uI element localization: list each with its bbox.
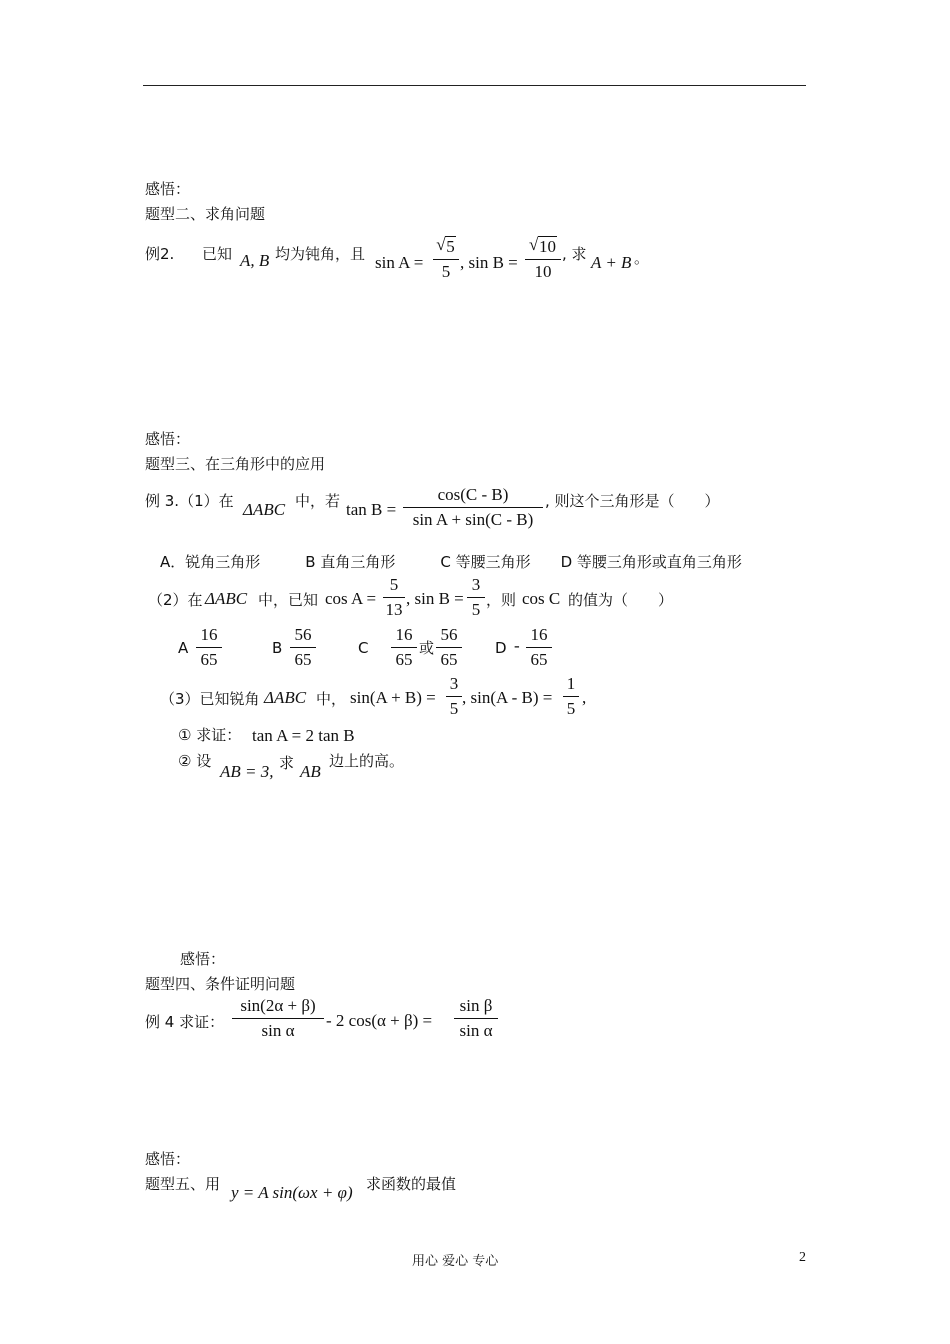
example-2-text: 均为钝角，且 xyxy=(275,245,366,263)
option-c-label: C xyxy=(358,639,369,657)
example-2-label: 例2. xyxy=(145,245,175,263)
example-3-part2-fraction-2 xyxy=(467,574,485,621)
frac-numerator: 16 xyxy=(200,625,218,644)
example-3-part2-text: 的值为（ ） xyxy=(568,591,674,609)
example-4-label: 例 4 求证： xyxy=(145,1013,225,1031)
section-title-5-formula: y = A sin(ωx + φ) xyxy=(231,1183,353,1202)
frac-denominator: 10 xyxy=(534,262,552,281)
example-3-part2-text: （2）在 xyxy=(148,591,203,609)
example-2-vars: A, B xyxy=(240,251,270,270)
frac-denominator: 65 xyxy=(395,650,413,669)
frac-denominator: 65 xyxy=(200,650,218,669)
example-3-part3-text: （3）已知锐角 xyxy=(160,690,260,708)
example-3-text: , 则这个三角形是（ ） xyxy=(545,492,720,510)
frac-denominator: sin A + sin(C - B) xyxy=(412,510,534,529)
frac-denominator: sin α xyxy=(459,1021,493,1040)
example-2-fraction-2: √ 10 10 xyxy=(525,236,561,283)
triangle-abc: ΔABC xyxy=(264,688,307,707)
cos-a: cos A = xyxy=(325,589,377,608)
example-3-part2-text: ，则 xyxy=(486,591,517,609)
option-d-fraction xyxy=(526,624,552,671)
gantu-label-3: 感悟： xyxy=(180,950,226,968)
option-a-fraction xyxy=(196,624,222,671)
example-4-middle: - 2 cos(α + β) = xyxy=(326,1011,433,1030)
example-4-fraction-2 xyxy=(454,995,498,1042)
gantu-label-1: 感悟： xyxy=(145,180,191,198)
section-title-3: 题型三、在三角形中的应用 xyxy=(145,455,326,473)
frac-denominator: 65 xyxy=(530,650,548,669)
header-rule xyxy=(143,85,806,86)
frac-denominator: sin α xyxy=(261,1021,295,1040)
gantu-label-2: 感悟： xyxy=(145,430,191,448)
example-4-fraction-1 xyxy=(232,995,324,1042)
frac-denominator: 65 xyxy=(294,650,312,669)
example-3-text: 中，若 xyxy=(295,492,341,510)
frac-denominator: 5 xyxy=(471,600,481,619)
question-2-text: 边上的高。 xyxy=(329,752,405,770)
example-2-target: A + B xyxy=(591,253,632,272)
cos-c: cos C xyxy=(522,589,561,608)
example-2-end: 。 xyxy=(634,249,650,267)
frac-numerator: 1 xyxy=(566,674,576,693)
gantu-label-4: 感悟： xyxy=(145,1150,191,1168)
example-2-fraction-1: √ 5 5 xyxy=(433,236,459,283)
option-b-fraction xyxy=(290,624,316,671)
question-2-formula: AB = 3, xyxy=(220,762,274,781)
example-3-part3-text: 中， xyxy=(316,690,347,708)
example-3-part3-fraction-2 xyxy=(563,673,579,720)
footer-motto: 用心 爱心 专心 xyxy=(412,1254,499,1269)
question-1-formula: tan A = 2 tan B xyxy=(252,726,355,745)
example-2-sinB: , sin B = xyxy=(460,253,518,272)
section-title-5-a: 题型五、用 xyxy=(145,1175,221,1193)
example-3-fraction xyxy=(403,484,543,531)
section-title-4: 题型四、条件证明问题 xyxy=(145,975,296,993)
triangle-abc: ΔABC xyxy=(243,500,286,519)
example-3-label: 例 3.（1）在 xyxy=(145,492,234,510)
example-3-tanB: tan B = xyxy=(346,500,397,519)
example-2-text: , 求 xyxy=(562,245,587,263)
example-3-part2-fraction-1 xyxy=(383,574,405,621)
option-a-label: A xyxy=(178,639,189,657)
frac-numerator: cos(C - B) xyxy=(437,485,509,504)
frac-numerator: sin β xyxy=(459,996,493,1015)
question-2-ab: AB xyxy=(300,762,321,781)
frac-denominator: 13 xyxy=(385,600,403,619)
page-number: 2 xyxy=(799,1250,806,1265)
frac-numerator: 10 xyxy=(539,237,556,256)
example-3-choices: A．锐角三角形 B 直角三角形 C 等腰三角形 D 等腰三角形或直角三角形 xyxy=(160,553,742,571)
frac-numerator: 3 xyxy=(449,674,459,693)
example-3-part3-fraction-1 xyxy=(446,673,462,720)
frac-numerator: 3 xyxy=(471,575,481,594)
frac-numerator: 16 xyxy=(530,625,548,644)
sin-b: , sin B = xyxy=(406,589,464,608)
section-title-2: 题型二、求角问题 xyxy=(145,205,266,223)
frac-numerator: 16 xyxy=(395,625,413,644)
option-d-label: D xyxy=(495,639,507,657)
question-2-text: 求 xyxy=(279,754,295,772)
question-2-label: ② 设 xyxy=(178,752,212,770)
frac-numerator: 56 xyxy=(440,625,458,644)
example-2-sinA: sin A = xyxy=(375,253,424,272)
triangle-abc: ΔABC xyxy=(205,589,248,608)
frac-denominator: 5 xyxy=(441,262,451,281)
frac-denominator: 65 xyxy=(440,650,458,669)
frac-numerator: sin(2α + β) xyxy=(240,996,316,1015)
frac-denominator: 5 xyxy=(449,699,459,718)
example-2-text: 已知 xyxy=(202,245,233,263)
frac-numerator: 56 xyxy=(294,625,312,644)
option-c-or: 或 xyxy=(419,639,435,657)
frac-numerator: 5 xyxy=(446,237,455,256)
question-1-label: ① 求证： xyxy=(178,726,242,744)
frac-denominator: 5 xyxy=(566,699,576,718)
frac-numerator: 5 xyxy=(389,575,399,594)
sin-a-minus-b: , sin(A - B) = xyxy=(462,688,553,707)
option-b-label: B xyxy=(272,639,283,657)
example-3-part2-text: 中，已知 xyxy=(258,591,319,609)
sin-a-plus-b: sin(A + B) = xyxy=(350,688,436,707)
option-d-minus: - xyxy=(514,636,520,655)
section-title-5-b: 求函数的最值 xyxy=(366,1175,457,1193)
option-c-fraction-1 xyxy=(391,624,417,671)
example-3-part3-end: , xyxy=(582,688,587,707)
option-c-fraction-2 xyxy=(436,624,462,671)
